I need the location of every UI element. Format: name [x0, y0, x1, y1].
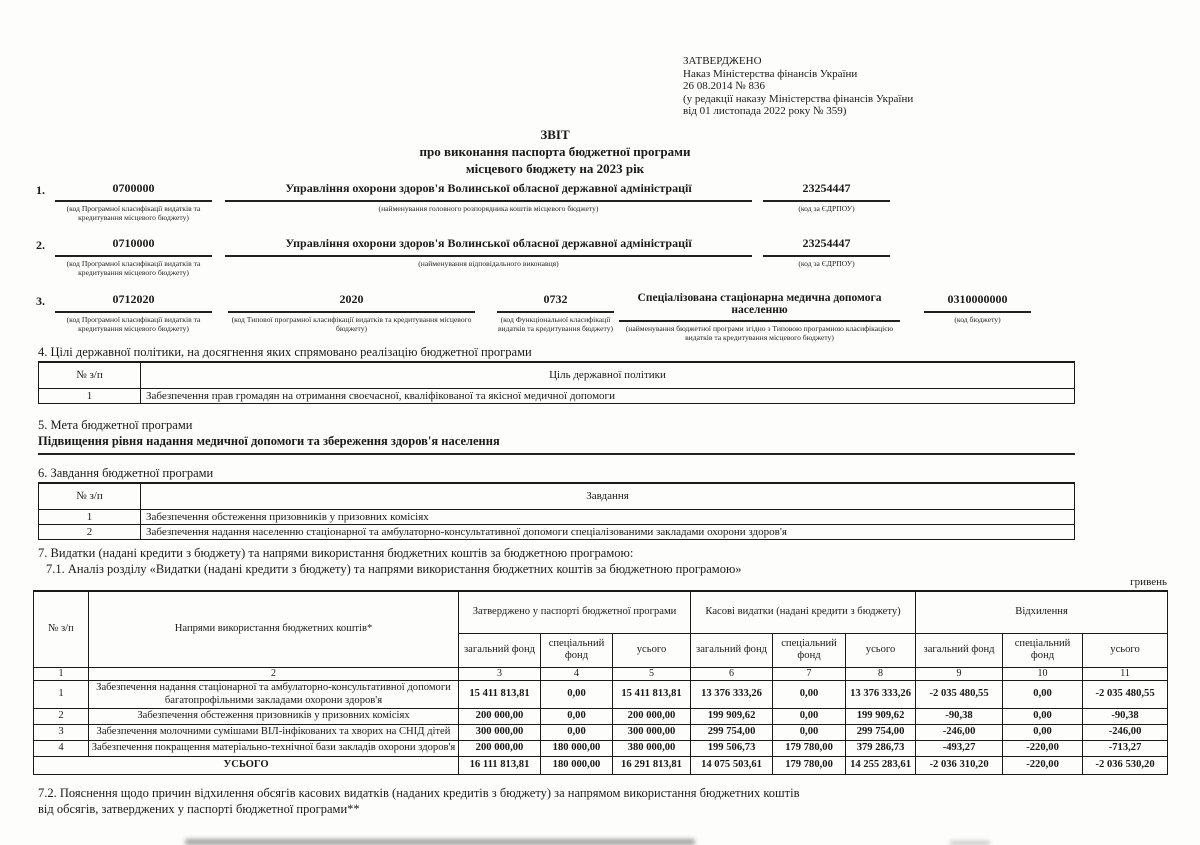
- entry3-fk-field: [497, 292, 614, 333]
- direction-cell: Забезпечення обстеження призовників у призовних комісіях: [89, 709, 459, 725]
- value-cell: 200 000,00: [459, 741, 541, 757]
- task-row-text: Забезпечення надання населенню стаціонарної та амбулаторно-консультативної допомоги спеціалізованими закладами охорони здоров'я: [141, 524, 1075, 539]
- expenses-heading: 7. Видатки (надані кредити з бюджету) та напрями використання бюджетних коштів за бюджетною програмою:: [38, 546, 634, 560]
- approval-block: [683, 55, 913, 118]
- entry3-fk-code: 0732: [497, 292, 614, 313]
- report-title-line2: про виконання паспорта бюджетної програми: [419, 144, 691, 159]
- column-index: 4: [541, 667, 613, 681]
- report-title-line1: ЗВІТ: [540, 127, 570, 142]
- expense-table-row: [34, 725, 1168, 741]
- tasks-col-num: № з/п: [39, 483, 141, 509]
- value-cell: 0,00: [1003, 709, 1083, 725]
- entry1-edrpou: 23254447: [763, 181, 890, 202]
- sub-total: усього: [1083, 633, 1168, 667]
- row-number: 4: [34, 741, 89, 757]
- sub-total: усього: [613, 633, 691, 667]
- entry2-code: 0710000: [55, 236, 212, 257]
- tasks-row: [39, 524, 1075, 539]
- report-title: [180, 126, 930, 177]
- column-index: 8: [846, 667, 916, 681]
- entry3-budget-caption: (код бюджету): [954, 315, 1001, 324]
- approval-line: 26 08.2014 № 836: [683, 80, 765, 93]
- value-cell: 199 909,62: [691, 709, 773, 725]
- approval-line: (у редакції наказу Міністерства фінансів України: [683, 92, 914, 105]
- total-value-cell: 179 780,00: [773, 757, 846, 775]
- row-number: 1: [34, 681, 89, 709]
- task-row-num: 2: [39, 524, 141, 539]
- total-value-cell: 180 000,00: [541, 757, 613, 775]
- value-cell: 13 376 333,26: [691, 681, 773, 709]
- tasks-col-task: Завдання: [141, 483, 1075, 509]
- report-title-line3: місцевого бюджету на 2023 рік: [465, 161, 645, 176]
- entry1-name: Управління охорони здоров'я Волинської обласної державної адміністрації: [225, 181, 752, 202]
- value-cell: -246,00: [916, 725, 1003, 741]
- direction-cell: Забезпечення надання стаціонарної та амбулаторно-консультативної допомоги багатопрофільними закладами охорони здоров'я: [89, 681, 459, 709]
- value-cell: 13 376 333,26: [846, 681, 916, 709]
- value-cell: 300 000,00: [613, 725, 691, 741]
- value-cell: 199 506,73: [691, 741, 773, 757]
- entry3-code: 0712020: [55, 292, 212, 313]
- explanation-heading-line2: від обсягів, затверджених у паспорті бюджетної програми**: [38, 802, 360, 816]
- expense-table-row: [34, 709, 1168, 725]
- total-value-cell: 14 255 283,61: [846, 757, 916, 775]
- value-cell: 200 000,00: [613, 709, 691, 725]
- total-label: УСЬОГО: [34, 757, 459, 775]
- goals-header-row: [39, 362, 1075, 388]
- entry2-name-field: [225, 236, 752, 268]
- value-cell: -90,38: [1083, 709, 1168, 725]
- meta-heading: 5. Мета бюджетної програми: [38, 418, 193, 432]
- value-cell: 299 754,00: [691, 725, 773, 741]
- column-index: 10: [1003, 667, 1083, 681]
- tasks-table: [38, 482, 1075, 540]
- goals-heading: 4. Цілі державної політики, на досягнення яких спрямовано реалізацію бюджетної програми: [38, 345, 532, 359]
- sub-general-fund: загальний фонд: [916, 633, 1003, 667]
- value-cell: 200 000,00: [459, 709, 541, 725]
- goals-row: [39, 388, 1075, 403]
- tasks-heading: 6. Завдання бюджетної програми: [38, 466, 214, 480]
- entry3-code-caption: (код Програмної класифікації видатків та кредитування місцевого бюджету): [66, 315, 201, 333]
- task-row-num: 1: [39, 509, 141, 524]
- col-directions-header: Напрями використання бюджетних коштів*: [89, 591, 459, 667]
- value-cell: 0,00: [541, 725, 613, 741]
- value-cell: -2 035 480,55: [1083, 681, 1168, 709]
- entry3-budget-code: 0310000000: [924, 292, 1031, 313]
- scan-artifact: [185, 839, 695, 845]
- value-cell: 0,00: [773, 709, 846, 725]
- column-index: 2: [89, 667, 459, 681]
- direction-cell: Забезпечення покращення матеріально-технічної бази закладів охорони здоров'я: [89, 741, 459, 757]
- approval-line: ЗАТВЕРДЖЕНО: [683, 55, 762, 67]
- entry1-edrpou-caption: (код за ЄДРПОУ): [798, 204, 855, 213]
- value-cell: 199 909,62: [846, 709, 916, 725]
- total-value-cell: 14 075 503,61: [691, 757, 773, 775]
- goal-row-num: 1: [39, 388, 141, 403]
- row-number: 3: [34, 725, 89, 741]
- column-index: 3: [459, 667, 541, 681]
- expense-header-group-row: [34, 591, 1168, 633]
- column-index: 11: [1083, 667, 1168, 681]
- entry2-code-field: [55, 236, 212, 277]
- entry1-code-caption: (код Програмної класифікації видатків та кредитування місцевого бюджету): [66, 204, 201, 222]
- index-row: [34, 667, 1168, 681]
- entry2-number: 2.: [36, 238, 45, 252]
- entry3-program-field: [619, 292, 900, 342]
- tasks-row: [39, 509, 1075, 524]
- direction-cell: Забезпечення молочними сумішами ВІЛ-інфікованих та хворих на СНІД дітей: [89, 725, 459, 741]
- explanation-heading-line1: 7.2. Пояснення щодо причин відхилення обсягів касових видатків (наданих кредитів з бюджету) за напрямом використання бюджетних коштів: [38, 786, 800, 800]
- value-cell: 0,00: [541, 681, 613, 709]
- sub-general-fund: загальний фонд: [691, 633, 773, 667]
- entry2-edrpou-caption: (код за ЄДРПОУ): [798, 259, 855, 268]
- value-cell: 380 000,00: [613, 741, 691, 757]
- goals-col-num: № з/п: [39, 362, 141, 388]
- goals-col-goal: Ціль державної політики: [141, 362, 1075, 388]
- value-cell: 0,00: [1003, 725, 1083, 741]
- value-cell: -246,00: [1083, 725, 1168, 741]
- tasks-header-row: [39, 483, 1075, 509]
- entry3-number: 3.: [36, 294, 45, 308]
- entry1-edrpou-field: [763, 181, 890, 213]
- column-index: 5: [613, 667, 691, 681]
- sub-special-fund: спеціальний фонд: [541, 633, 613, 667]
- entry1-code-field: [55, 181, 212, 222]
- value-cell: 15 411 813,81: [613, 681, 691, 709]
- entry2-code-caption: (код Програмної класифікації видатків та кредитування місцевого бюджету): [66, 259, 201, 277]
- goals-table: [38, 361, 1075, 404]
- entry3-program-name: Спеціалізована стаціонарна медична допомога населенню: [619, 292, 900, 322]
- entry2-name-caption: (найменування відповідального виконавця): [418, 259, 559, 268]
- column-index: 9: [916, 667, 1003, 681]
- column-index: 7: [773, 667, 846, 681]
- total-value-cell: -2 036 530,20: [1083, 757, 1168, 775]
- entry3-tpk-field: [228, 292, 475, 333]
- entry2-edrpou: 23254447: [763, 236, 890, 257]
- value-cell: 379 286,73: [846, 741, 916, 757]
- expense-table-row: [34, 681, 1168, 709]
- entry3-budget-field: [924, 292, 1031, 324]
- entry3-tpk-caption: (код Типової програмної класифікації видатків та кредитування місцевого бюджету): [231, 315, 472, 333]
- total-value-cell: 16 111 813,81: [459, 757, 541, 775]
- approval-line: Наказ Міністерства фінансів України: [683, 67, 858, 80]
- group-cash-header: Касові видатки (надані кредити з бюджету): [691, 591, 916, 633]
- value-cell: -90,38: [916, 709, 1003, 725]
- entry2-edrpou-field: [763, 236, 890, 268]
- column-index: 6: [691, 667, 773, 681]
- value-cell: -220,00: [1003, 741, 1083, 757]
- sub-general-fund: загальний фонд: [459, 633, 541, 667]
- sub-total: усього: [846, 633, 916, 667]
- entry1-name-caption: (найменування головного розпорядника коштів місцевого бюджету): [378, 204, 599, 213]
- entry3-code-field: [55, 292, 212, 333]
- task-row-text: Забезпечення обстеження призовників у призовних комісіях: [141, 509, 1075, 524]
- column-index: 1: [34, 667, 89, 681]
- total-value-cell: -2 036 310,20: [916, 757, 1003, 775]
- sub-special-fund: спеціальний фонд: [773, 633, 846, 667]
- expenses-subheading: 7.1. Аналіз розділу «Видатки (надані кредити з бюджету) та напрями використання бюджетних коштів за бюджетною програмою»: [46, 562, 742, 576]
- currency-note: гривень: [1130, 576, 1167, 588]
- approval-line: від 01 листопада 2022 року № 359): [683, 105, 847, 118]
- expense-table: [33, 590, 1168, 775]
- scan-artifact: [950, 841, 990, 845]
- row-number: 2: [34, 709, 89, 725]
- value-cell: 0,00: [773, 681, 846, 709]
- value-cell: 300 000,00: [459, 725, 541, 741]
- total-value-cell: -220,00: [1003, 757, 1083, 775]
- value-cell: 179 780,00: [773, 741, 846, 757]
- goal-row-text: Забезпечення прав громадян на отримання своєчасної, кваліфікованої та якісної медичної допомоги: [141, 388, 1075, 403]
- value-cell: -493,27: [916, 741, 1003, 757]
- entry1-number: 1.: [36, 183, 45, 197]
- expense-table-row: [34, 741, 1168, 757]
- value-cell: 0,00: [541, 709, 613, 725]
- value-cell: 15 411 813,81: [459, 681, 541, 709]
- group-approved-header: Затверджено у паспорті бюджетної програми: [459, 591, 691, 633]
- value-cell: 0,00: [1003, 681, 1083, 709]
- value-cell: 180 000,00: [541, 741, 613, 757]
- value-cell: -2 035 480,55: [916, 681, 1003, 709]
- value-cell: -713,27: [1083, 741, 1168, 757]
- expense-table-body: [34, 681, 1168, 775]
- group-deviation-header: Відхилення: [916, 591, 1168, 633]
- meta-text: Підвищення рівня надання медичної допомоги та збереження здоров'я населення: [38, 434, 1075, 455]
- col-num-header: № з/п: [34, 591, 89, 667]
- entry3-tpk-code: 2020: [228, 292, 475, 313]
- total-value-cell: 16 291 813,81: [613, 757, 691, 775]
- entry2-name: Управління охорони здоров'я Волинської обласної державної адміністрації: [225, 236, 752, 257]
- entry3-program-caption: (найменування бюджетної програми згідно з Типовою програмною класифікацією видатків та кредитування місцевого бюджету): [625, 324, 894, 342]
- entry1-name-field: [225, 181, 752, 213]
- entry3-fk-caption: (код Функціональної класифікації видатків та кредитування бюджету): [497, 315, 614, 333]
- entry1-code: 0700000: [55, 181, 212, 202]
- sub-special-fund: спеціальний фонд: [1003, 633, 1083, 667]
- expense-table-total-row: [34, 757, 1168, 775]
- value-cell: 0,00: [773, 725, 846, 741]
- value-cell: 299 754,00: [846, 725, 916, 741]
